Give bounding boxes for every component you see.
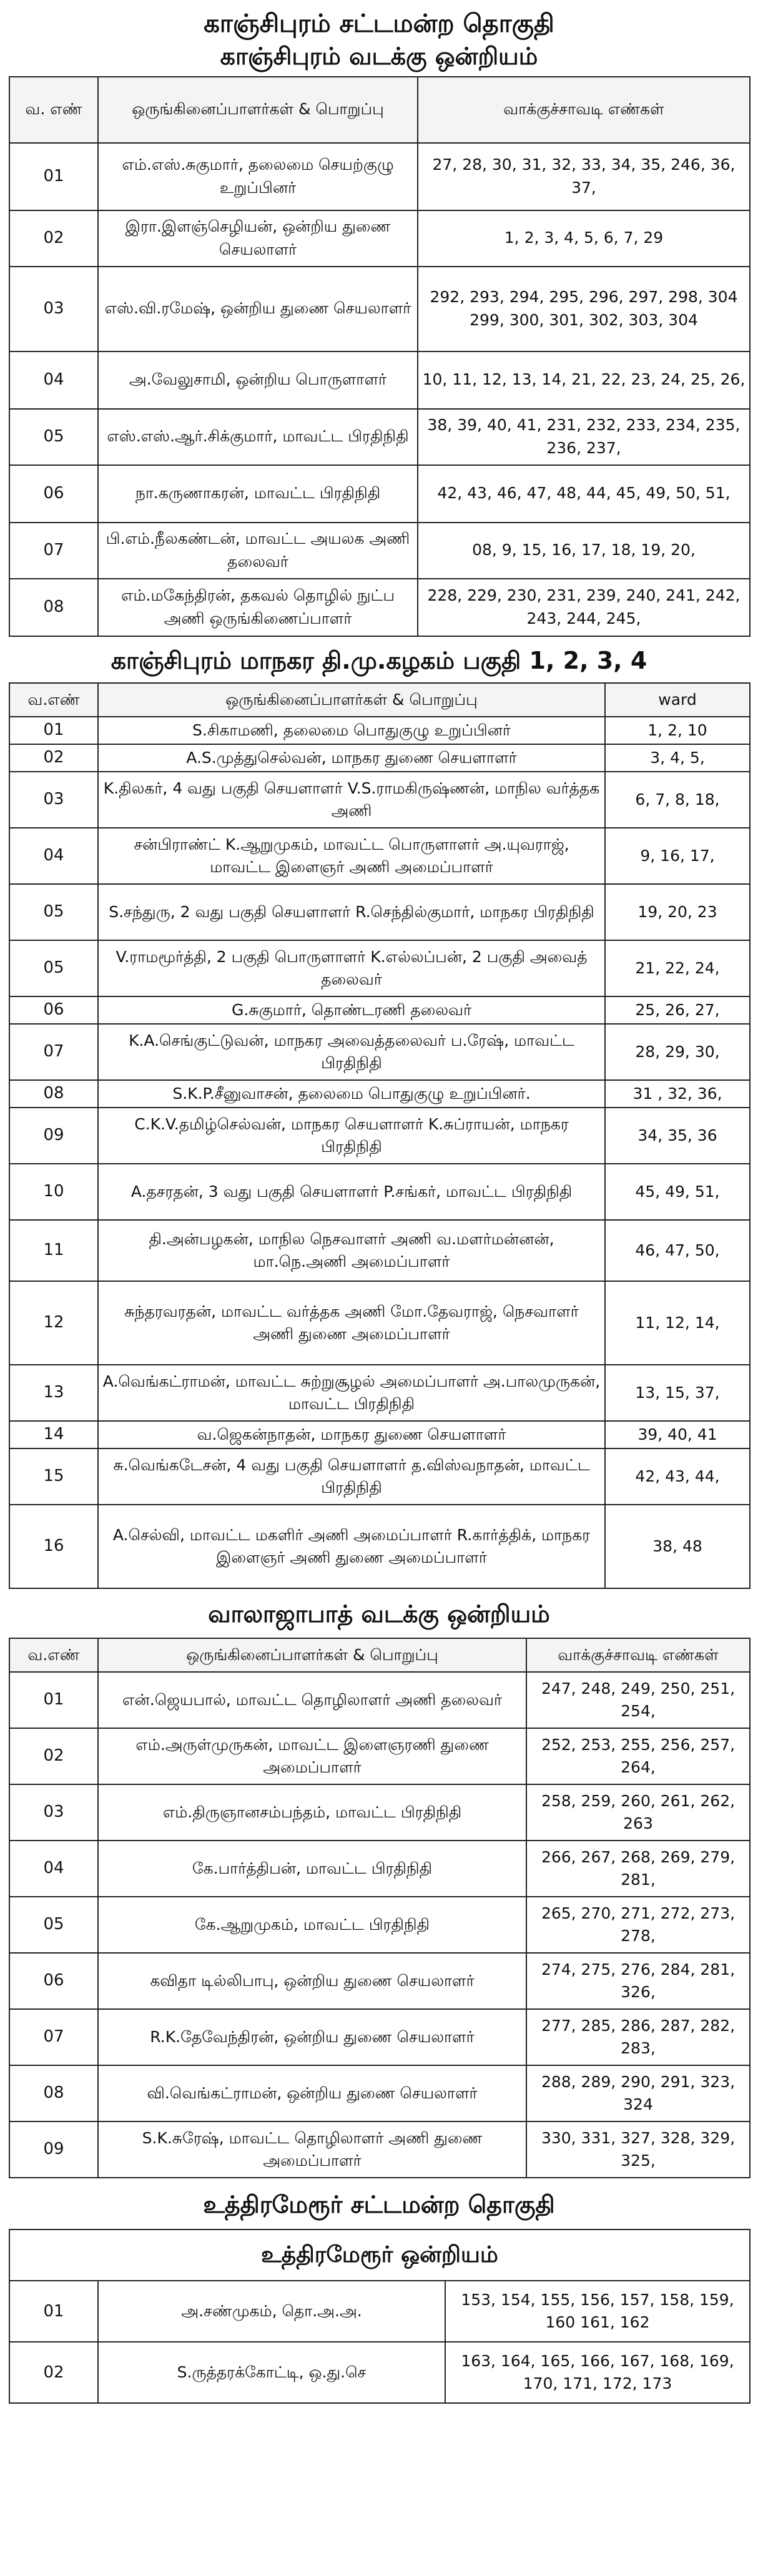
table-row [9, 1897, 750, 1953]
cell-wards: 45, 49, 51, [605, 1164, 750, 1220]
cell-number: 12 [9, 1281, 98, 1365]
column-header-number: வ. எண் [9, 77, 98, 143]
cell-coordinator: நா.கருணாகரன், மாவட்ட பிரதிநிதி [98, 465, 418, 523]
cell-wards: 31 , 32, 36, [605, 1080, 750, 1108]
column-header-number: வ.எண் [9, 1638, 98, 1672]
cell-booths: 292, 293, 294, 295, 296, 297, 298, 304 299, 300, 301, 302, 303, 304 [418, 267, 750, 351]
cell-booths: 288, 289, 290, 291, 323, 324 [526, 2065, 750, 2121]
cell-wards: 25, 26, 27, [605, 996, 750, 1024]
cell-booths: 277, 285, 286, 287, 282, 283, [526, 2009, 750, 2065]
section3-table [9, 1638, 751, 2178]
cell-number: 09 [9, 2121, 98, 2178]
cell-booths: 228, 229, 230, 231, 239, 240, 241, 242, 243, 244, 245, [418, 579, 750, 636]
cell-wards: 39, 40, 41 [605, 1421, 750, 1448]
cell-coordinator: C.K.V.தமிழ்செல்வன், மாநகர செயளாளர் K.சுப்ராயன், மாநகர பிரதிநிதி [98, 1108, 605, 1164]
cell-coordinator: சன்பிராண்ட் K.ஆறுமுகம், மாவட்ட பொருளாளர் அ.யுவராஜ், மாவட்ட இளைஞர் அணி அமைப்பாளர் [98, 828, 605, 884]
cell-number: 02 [9, 2342, 98, 2403]
table-row [9, 772, 750, 828]
cell-number: 07 [9, 2009, 98, 2065]
cell-booths: 265, 270, 271, 272, 273, 278, [526, 1897, 750, 1953]
section4-title: உத்திரமேரூர் ஒன்றியம் [9, 2229, 750, 2281]
cell-coordinator: எம்.அருள்முருகன், மாவட்ட இளைஞரணி துணை அமைப்பாளர் [98, 1728, 526, 1784]
cell-number: 13 [9, 1365, 98, 1421]
cell-number: 06 [9, 1953, 98, 2009]
cell-number: 07 [9, 1024, 98, 1080]
cell-coordinator: K.திலகர், 4 வது பகுதி செயளாளர் V.S.ராமகிருஷ்ணன், மாநில வர்த்தக அணி [98, 772, 605, 828]
cell-wards: 1, 2, 10 [605, 717, 750, 744]
cell-number: 08 [9, 1080, 98, 1108]
table-row [9, 1728, 750, 1784]
cell-number: 02 [9, 744, 98, 772]
cell-number: 10 [9, 1164, 98, 1220]
cell-coordinator: A.செல்வி, மாவட்ட மகளிர் அணி அமைப்பாளர் R.கார்த்திக், மாநகர இளைஞர் அணி துணை அமைப்பாளர் [98, 1505, 605, 1588]
cell-coordinator: S.K.சுரேஷ், மாவட்ட தொழிலாளர் அணி துணை அமைப்பாளர் [98, 2121, 526, 2178]
column-header-coordinator: ஒருங்கினைப்பாளர்கள் & பொறுப்பு [98, 683, 605, 717]
column-header-coordinator: ஒருங்கினைப்பாளர்கள் & பொறுப்பு [98, 77, 418, 143]
table-row [9, 828, 750, 884]
cell-wards: 13, 15, 37, [605, 1365, 750, 1421]
cell-coordinator: வி.வெங்கட்ராமன், ஒன்றிய துணை செயலாளர் [98, 2065, 526, 2121]
cell-number: 08 [9, 2065, 98, 2121]
cell-number: 15 [9, 1448, 98, 1505]
table-row [9, 940, 750, 996]
table-row [9, 465, 750, 523]
table-row [9, 1448, 750, 1505]
cell-coordinator: சுந்தரவரதன், மாவட்ட வர்த்தக அணி மோ.தேவராஜ், நெசவாளர் அணி துணை அமைப்பாளர் [98, 1281, 605, 1365]
cell-coordinator: S.சிகாமணி, தலைமை பொதுகுழு உறுப்பினர் [98, 717, 605, 744]
cell-coordinator: V.ராமமூர்த்தி, 2 பகுதி பொருளாளர் K.எல்லப்பன், 2 பகுதி அவைத் தலைவர் [98, 940, 605, 996]
cell-coordinator: அ.வேலுசாமி, ஒன்றிய பொருளாளர் [98, 351, 418, 409]
section3-title: வாலாஜாபாத் வடக்கு ஒன்றியம் [208, 1600, 550, 1628]
table-row [9, 1365, 750, 1421]
cell-booths: 330, 331, 327, 328, 329, 325, [526, 2121, 750, 2178]
table-row [9, 2121, 750, 2178]
cell-coordinator: அ.சண்முகம், தொ.அ.அ. [98, 2281, 445, 2342]
cell-coordinator: எஸ்.எஸ்.ஆர்.சிக்குமார், மாவட்ட பிரதிநிதி [98, 409, 418, 465]
cell-coordinator: என்.ஜெயபால், மாவட்ட தொழிலாளர் அணி தலைவர் [98, 1672, 526, 1728]
cell-coordinator: S.K.P.சீனுவாசன், தலைமை பொதுகுழு உறுப்பினர். [98, 1080, 605, 1108]
section4-table [9, 2229, 751, 2404]
cell-number: 09 [9, 1108, 98, 1164]
cell-number: 01 [9, 2281, 98, 2342]
cell-coordinator: எம்.திருஞானசம்பந்தம், மாவட்ட பிரதிநிதி [98, 1784, 526, 1841]
section1-title: காஞ்சிபுரம் வடக்கு ஒன்றியம் [220, 42, 538, 70]
table-row [9, 210, 750, 267]
cell-number: 01 [9, 143, 98, 210]
cell-coordinator: இரா.இளஞ்செழியன், ஒன்றிய துணை செயலாளர் [98, 210, 418, 267]
table-row [9, 1672, 750, 1728]
section1-table [9, 76, 751, 637]
cell-booths: 252, 253, 255, 256, 257, 264, [526, 1728, 750, 1784]
table-row [9, 1841, 750, 1897]
cell-booths: 153, 154, 155, 156, 157, 158, 159, 160 161, 162 [445, 2281, 750, 2342]
cell-coordinator: கே.ஆறுமுகம், மாவட்ட பிரதிநிதி [98, 1897, 526, 1953]
cell-number: 14 [9, 1421, 98, 1448]
section2-table [9, 682, 751, 1589]
table-row [9, 1108, 750, 1164]
cell-coordinator: R.K.தேவேந்திரன், ஒன்றிய துணை செயலாளர் [98, 2009, 526, 2065]
cell-wards: 42, 43, 44, [605, 1448, 750, 1505]
table-row [9, 1220, 750, 1281]
cell-wards: 11, 12, 14, [605, 1281, 750, 1365]
cell-number: 05 [9, 409, 98, 465]
cell-wards: 3, 4, 5, [605, 744, 750, 772]
cell-booths: 247, 248, 249, 250, 251, 254, [526, 1672, 750, 1728]
cell-coordinator: சு.வெங்கடேசன், 4 வது பகுதி செயளாளர் த.விஸ்வநாதன், மாவட்ட பிரதிநிதி [98, 1448, 605, 1505]
cell-booths: 163, 164, 165, 166, 167, 168, 169, 170, 171, 172, 173 [445, 2342, 750, 2403]
cell-coordinator: G.சுகுமார், தொண்டரணி தலைவர் [98, 996, 605, 1024]
column-header-ward: ward [605, 683, 750, 717]
cell-wards: 21, 22, 24, [605, 940, 750, 996]
cell-number: 04 [9, 828, 98, 884]
table-row [9, 143, 750, 210]
cell-number: 06 [9, 996, 98, 1024]
cell-number: 11 [9, 1220, 98, 1281]
table-row [9, 884, 750, 940]
page-title: காஞ்சிபுரம் சட்டமன்ற தொகுதி [204, 9, 554, 38]
column-header-coordinator: ஒருங்கினைப்பாளர்கள் & பொறுப்பு [98, 1638, 526, 1672]
cell-booths: 38, 39, 40, 41, 231, 232, 233, 234, 235, 236, 237, [418, 409, 750, 465]
cell-coordinator: எம்.மகேந்திரன், தகவல் தொழில் நுட்ப அணி ஒருங்கிணைப்பாளர் [98, 579, 418, 636]
cell-coordinator: தி.அன்பழகன், மாநில நெசவாளர் அணி வ.மளர்மன்னன், மா.நெ.அணி அமைப்பாளர் [98, 1220, 605, 1281]
cell-number: 01 [9, 717, 98, 744]
cell-number: 03 [9, 772, 98, 828]
cell-booths: 266, 267, 268, 269, 279, 281, [526, 1841, 750, 1897]
cell-booths: 08, 9, 15, 16, 17, 18, 19, 20, [418, 523, 750, 579]
cell-coordinator: எம்.எஸ்.சுகுமார், தலைமை செயற்குழு உறுப்பினர் [98, 143, 418, 210]
table-row [9, 1164, 750, 1220]
cell-number: 02 [9, 1728, 98, 1784]
table-header-row [9, 77, 750, 143]
cell-coordinator: எஸ்.வி.ரமேஷ், ஒன்றிய துணை செயலாளர் [98, 267, 418, 351]
cell-coordinator: A.வெங்கட்ராமன், மாவட்ட சுற்றுசூழல் அமைப்பாளர் அ.பாலமுருகன், மாவட்ட பிரதிநிதி [98, 1365, 605, 1421]
cell-number: 04 [9, 1841, 98, 1897]
cell-coordinator: S.ருத்தரக்கோட்டி, ஒ.து.செ [98, 2342, 445, 2403]
table-row [9, 996, 750, 1024]
cell-coordinator: வ.ஜெகன்நாதன், மாநகர துணை செயளாளர் [98, 1421, 605, 1448]
cell-wards: 9, 16, 17, [605, 828, 750, 884]
table-row [9, 267, 750, 351]
cell-coordinator: S.சந்துரு, 2 வது பகுதி செயளாளர் R.செந்தில்குமார், மாநகர பிரதிநிதி [98, 884, 605, 940]
cell-number: 03 [9, 267, 98, 351]
table-header-row [9, 683, 750, 717]
cell-number: 05 [9, 940, 98, 996]
cell-number: 05 [9, 1897, 98, 1953]
table-header-row [9, 1638, 750, 1672]
cell-booths: 42, 43, 46, 47, 48, 44, 45, 49, 50, 51, [418, 465, 750, 523]
cell-booths: 258, 259, 260, 261, 262, 263 [526, 1784, 750, 1841]
cell-number: 06 [9, 465, 98, 523]
cell-booths: 1, 2, 3, 4, 5, 6, 7, 29 [418, 210, 750, 267]
table-title-row [9, 2229, 750, 2281]
table-row [9, 523, 750, 579]
table-row [9, 744, 750, 772]
section4-constituency-title: உத்திரமேரூர் சட்டமன்ற தொகுதி [203, 2190, 555, 2218]
table-row [9, 1505, 750, 1588]
cell-number: 02 [9, 210, 98, 267]
cell-booths: 274, 275, 276, 284, 281, 326, [526, 1953, 750, 2009]
cell-wards: 38, 48 [605, 1505, 750, 1588]
table-row [9, 2281, 750, 2342]
cell-wards: 6, 7, 8, 18, [605, 772, 750, 828]
column-header-booths: வாக்குச்சாவடி எண்கள் [418, 77, 750, 143]
cell-wards: 46, 47, 50, [605, 1220, 750, 1281]
table-row [9, 1080, 750, 1108]
table-row [9, 1281, 750, 1365]
column-header-booths: வாக்குச்சாவடி எண்கள் [526, 1638, 750, 1672]
cell-booths: 27, 28, 30, 31, 32, 33, 34, 35, 246, 36, 37, [418, 143, 750, 210]
table-row [9, 1421, 750, 1448]
section2-title: காஞ்சிபுரம் மாநகர தி.மு.கழகம் பகுதி 1, 2, 3, 4 [111, 646, 647, 674]
table-row [9, 1784, 750, 1841]
cell-booths: 10, 11, 12, 13, 14, 21, 22, 23, 24, 25, 26, [418, 351, 750, 409]
cell-number: 01 [9, 1672, 98, 1728]
cell-number: 05 [9, 884, 98, 940]
column-header-number: வ.எண் [9, 683, 98, 717]
table-row [9, 2009, 750, 2065]
cell-wards: 19, 20, 23 [605, 884, 750, 940]
table-row [9, 2342, 750, 2403]
cell-wards: 34, 35, 36 [605, 1108, 750, 1164]
cell-number: 03 [9, 1784, 98, 1841]
table-row [9, 2065, 750, 2121]
cell-number: 07 [9, 523, 98, 579]
cell-coordinator: K.A.செங்குட்டுவன், மாநகர அவைத்தலைவர் ப.ரேஷ், மாவட்ட பிரதிநிதி [98, 1024, 605, 1080]
cell-coordinator: கவிதா டில்லிபாபு, ஒன்றிய துணை செயலாளர் [98, 1953, 526, 2009]
cell-number: 04 [9, 351, 98, 409]
cell-coordinator: A.S.முத்துசெல்வன், மாநகர துணை செயளாளர் [98, 744, 605, 772]
cell-number: 08 [9, 579, 98, 636]
table-row [9, 409, 750, 465]
cell-wards: 28, 29, 30, [605, 1024, 750, 1080]
cell-coordinator: பி.எம்.நீலகண்டன், மாவட்ட அயலக அணி தலைவர் [98, 523, 418, 579]
table-row [9, 1953, 750, 2009]
table-row [9, 579, 750, 636]
table-row [9, 717, 750, 744]
cell-coordinator: கே.பார்த்திபன், மாவட்ட பிரதிநிதி [98, 1841, 526, 1897]
cell-number: 16 [9, 1505, 98, 1588]
table-row [9, 351, 750, 409]
table-row [9, 1024, 750, 1080]
cell-coordinator: A.தசரதன், 3 வது பகுதி செயளாளர் P.சங்கர், மாவட்ட பிரதிநிதி [98, 1164, 605, 1220]
